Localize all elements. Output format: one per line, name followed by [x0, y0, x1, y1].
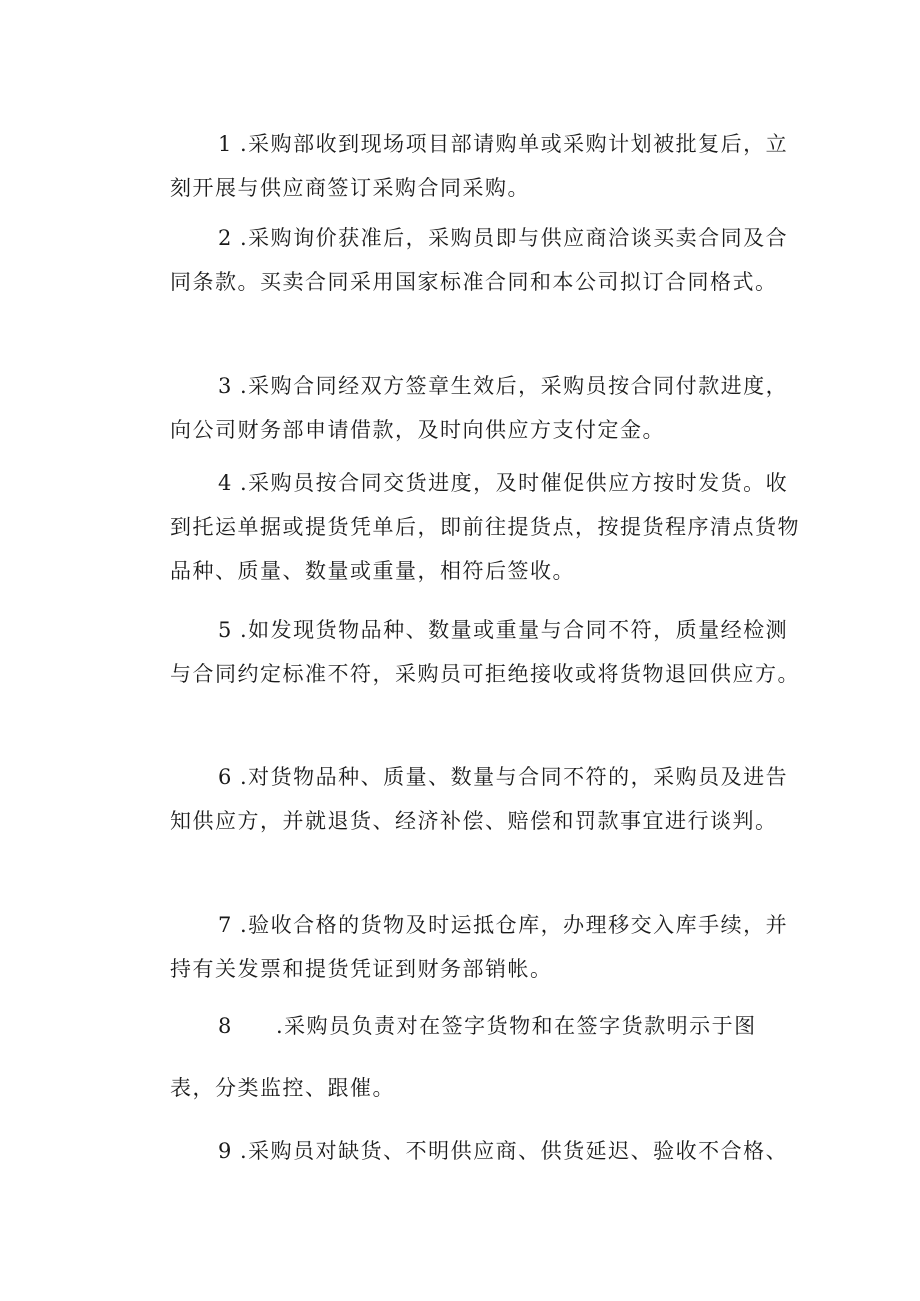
paragraph-number: 9 [218, 1139, 233, 1163]
paragraph-number: 5 [218, 618, 233, 642]
paragraph-text: .如发现货物品种、数量或重量与合同不符，质量经检测与合同约定标准不符，采购员可拒绝接收或将货物退回供应方。 [170, 618, 800, 686]
paragraph-number: 8 [218, 1014, 233, 1038]
paragraph-4 [170, 461, 800, 593]
paragraph-text: .采购员对缺货、不明供应商、供货延迟、验收不合格、 [240, 1139, 789, 1163]
paragraph-1 [170, 122, 800, 210]
paragraph-8 [170, 995, 800, 1119]
paragraph-text: .采购员负责对在签字货物和在签字货款明示于图表，分类监控、跟催。 [170, 1014, 757, 1100]
paragraph-2 [170, 216, 800, 304]
paragraph-7 [170, 903, 800, 991]
paragraph-number: 2 [218, 226, 233, 250]
paragraph-number: 7 [218, 913, 233, 937]
paragraph-text: .采购询价获准后，采购员即与供应商洽谈买卖合同及合同条款。买卖合同采用国家标准合同和本公司拟订合同格式。 [170, 226, 789, 294]
paragraph-number: 1 [218, 132, 233, 156]
paragraph-9 [170, 1129, 800, 1173]
paragraph-text: .采购部收到现场项目部请购单或采购计划被批复后，立刻开展与供应商签订采购合同采购。 [170, 132, 789, 200]
paragraph-5 [170, 608, 800, 696]
paragraph-text: .采购合同经双方签章生效后，采购员按合同付款进度，向公司财务部申请借款，及时向供应方支付定金。 [170, 374, 789, 442]
paragraph-number: 4 [218, 471, 233, 495]
paragraph-number: 3 [218, 374, 233, 398]
paragraph-text: .对货物品种、质量、数量与合同不符的，采购员及进告知供应方，并就退货、经济补偿、赔偿和罚款事宜进行谈判。 [170, 765, 789, 833]
paragraph-text: .验收合格的货物及时运抵仓库，办理移交入库手续，并持有关发票和提货凭证到财务部销帐。 [170, 913, 789, 981]
paragraph-text: .采购员按合同交货进度，及时催促供应方按时发货。收到托运单据或提货凭单后，即前往提货点，按提货程序清点货物品种、质量、数量或重量，相符后签收。 [170, 471, 800, 583]
paragraph-6 [170, 755, 800, 843]
paragraph-3 [170, 364, 800, 452]
paragraph-number: 6 [218, 765, 233, 789]
